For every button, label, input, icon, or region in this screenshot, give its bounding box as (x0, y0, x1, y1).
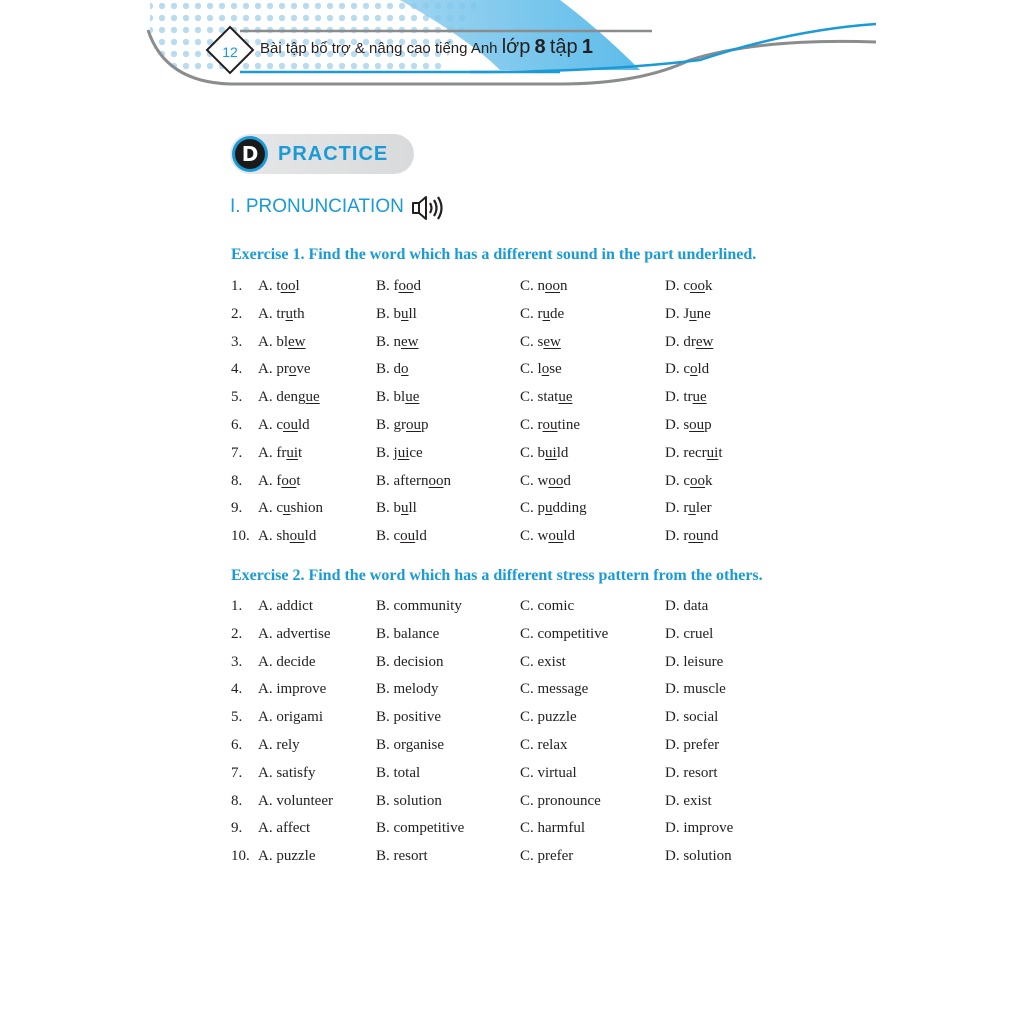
option-c: C. puzzle (520, 709, 577, 726)
option-c: C. statue (520, 389, 573, 406)
underlined-part: ui (545, 444, 557, 461)
option-c: C. lose (520, 361, 562, 378)
underlined-part: ue (558, 389, 573, 406)
option-d: D. soup (665, 417, 712, 433)
option-b: B. resort (376, 848, 428, 865)
option-b: B. balance (376, 625, 440, 642)
option-a: A. advertise (258, 625, 331, 642)
option-d: D. resort (665, 764, 718, 781)
underlined-part: u (401, 500, 409, 517)
underlined-part: o (401, 361, 409, 378)
option-b: B. bull (376, 305, 417, 322)
item-number: 4. (231, 361, 243, 378)
option-d: D. ruler (665, 500, 712, 517)
underlined-part: u (689, 305, 697, 322)
option-d: D. cruel (665, 625, 714, 642)
option-d: D. recruit (665, 444, 723, 461)
underlined-part: oo (548, 472, 564, 489)
option-c: C. pudding (520, 500, 587, 517)
option-b: B. new (376, 333, 419, 350)
speaker-icon (410, 193, 444, 223)
underlined-part: ew (288, 333, 306, 350)
underlined-part: oo (690, 278, 705, 294)
practice-label: PRACTICE (278, 143, 389, 165)
exercise1-title: Exercise 1. Find the word which has a different sound in the part underlined. (231, 246, 757, 263)
underlined-part: o (541, 361, 550, 378)
underlined-part: ui (286, 444, 298, 461)
underlined-part: oo (428, 472, 444, 489)
option-d: D. cook (665, 278, 713, 294)
option-c: C. message (520, 681, 589, 698)
book-title-prefix: Bài tập bổ trợ & nâng cao tiếng Anh (260, 40, 498, 57)
item-number: 9. (231, 820, 243, 837)
item-number: 2. (231, 625, 243, 642)
option-a: A. puzzle (258, 848, 316, 865)
option-b: B. community (376, 598, 462, 614)
option-d: D. June (665, 305, 711, 322)
underlined-part: ou (400, 528, 416, 545)
option-d: D. exist (665, 792, 712, 809)
option-d: D. leisure (665, 653, 724, 670)
option-c: C. virtual (520, 764, 577, 781)
underlined-part: ue (305, 389, 320, 406)
option-d: D. data (665, 598, 709, 614)
item-number: 10. (231, 528, 250, 545)
underlined-part: oo (280, 278, 296, 294)
option-c: C. wood (520, 472, 571, 489)
underlined-part: u (688, 500, 696, 517)
option-d: D. cold (665, 361, 710, 378)
item-number: 8. (231, 472, 243, 489)
underlined-part: u (542, 305, 550, 322)
practice-letter: D (235, 139, 265, 169)
exercise2-title: Exercise 2. Find the word which has a different stress pattern from the others. (231, 567, 763, 584)
page-header (0, 0, 1024, 100)
book-title-grade: 8 (534, 36, 546, 58)
underlined-part: ou (689, 417, 705, 433)
option-b: B. could (376, 528, 427, 545)
item-number: 4. (231, 681, 243, 698)
option-a: A. truth (258, 305, 305, 322)
underlined-part: ou (289, 528, 305, 545)
option-a: A. tool (258, 278, 300, 294)
underlined-part: u (545, 500, 553, 517)
option-b: B. total (376, 764, 421, 781)
underlined-part: ou (688, 528, 704, 545)
underlined-part: o (690, 361, 698, 378)
option-b: B. do (376, 361, 409, 378)
option-c: C. comic (520, 598, 575, 614)
underlined-part: oo (398, 278, 414, 294)
option-a: A. should (258, 528, 317, 545)
option-d: D. solution (665, 848, 732, 865)
item-number: 9. (231, 500, 243, 517)
option-a: A. improve (258, 681, 327, 698)
underlined-part: ui (706, 444, 719, 461)
page-number: 12 (222, 44, 238, 60)
option-b: B. positive (376, 709, 442, 726)
option-a: A. volunteer (258, 792, 333, 809)
option-a: A. fruit (258, 444, 303, 461)
option-a: A. could (258, 417, 310, 433)
option-d: D. prefer (665, 737, 720, 753)
underlined-part: ou (548, 528, 564, 545)
item-number: 7. (231, 764, 243, 781)
option-c: C. relax (520, 737, 568, 753)
option-c: C. competitive (520, 625, 609, 642)
book-title (260, 36, 593, 59)
item-number: 1. (231, 598, 243, 614)
option-b: B. decision (376, 653, 444, 670)
option-c: C. pronounce (520, 792, 601, 809)
item-number: 1. (231, 278, 243, 294)
underlined-part: oo (545, 278, 561, 294)
option-b: B. group (376, 417, 429, 433)
practice-letter-badge (232, 136, 268, 172)
option-b: B. solution (376, 792, 442, 809)
option-a: A. dengue (258, 389, 320, 406)
option-a: A. affect (258, 820, 311, 837)
option-c: C. would (520, 528, 576, 545)
option-d: D. social (665, 709, 719, 726)
option-d: D. round (665, 528, 719, 545)
option-b: B. competitive (376, 820, 465, 837)
item-number: 8. (231, 792, 243, 809)
option-c: C. rude (520, 305, 565, 322)
option-a: A. blew (258, 333, 306, 350)
underlined-part: oo (281, 472, 297, 489)
option-c: C. harmful (520, 820, 585, 837)
underlined-part: ew (401, 333, 419, 350)
option-b: B. melody (376, 681, 439, 698)
item-number: 10. (231, 848, 250, 865)
option-c: C. prefer (520, 848, 574, 865)
option-b: B. bull (376, 500, 417, 517)
option-c: C. noon (520, 278, 568, 294)
underlined-part: ew (695, 333, 714, 350)
option-b: B. blue (376, 389, 420, 406)
option-a: A. addict (258, 598, 313, 614)
option-d: D. true (665, 389, 707, 406)
item-number: 6. (231, 737, 243, 753)
book-title-volume: 1 (581, 36, 593, 58)
option-a: A. cushion (258, 500, 324, 517)
option-b: B. organise (376, 737, 445, 753)
underlined-part: ue (405, 389, 420, 406)
option-a: A. satisfy (258, 764, 316, 781)
option-b: B. afternoon (376, 472, 451, 489)
option-d: D. cook (665, 472, 713, 489)
underlined-part: u (283, 500, 291, 517)
option-a: A. decide (258, 653, 316, 670)
option-a: A. origami (258, 709, 323, 726)
option-d: D. muscle (665, 681, 726, 698)
item-number: 3. (231, 653, 243, 670)
underlined-part: ue (692, 389, 707, 406)
option-c: C. exist (520, 653, 566, 670)
item-number: 5. (231, 389, 243, 406)
item-number: 6. (231, 417, 243, 433)
item-number: 5. (231, 709, 243, 726)
option-b: B. food (376, 278, 421, 294)
underlined-part: u (401, 305, 409, 322)
item-number: 2. (231, 305, 243, 322)
book-title-volume-word: tập (549, 36, 578, 58)
option-c: C. build (520, 444, 569, 461)
option-a: A. prove (258, 361, 311, 378)
underlined-part: u (285, 305, 293, 322)
option-d: D. improve (665, 820, 734, 837)
option-a: A. rely (258, 737, 300, 753)
book-title-grade-word: lớp (501, 36, 531, 58)
option-a: A. foot (258, 472, 301, 489)
item-number: 7. (231, 444, 243, 461)
option-b: B. juice (376, 444, 423, 461)
underlined-part: ou (283, 417, 298, 433)
underlined-part: o (288, 361, 297, 378)
section-title: I. PRONUNCIATION (230, 196, 404, 217)
option-c: C. sew (520, 333, 561, 350)
underlined-part: ui (397, 444, 410, 461)
underlined-part: ou (542, 417, 558, 433)
underlined-part: ou (406, 417, 421, 433)
option-d: D. drew (665, 333, 714, 350)
underlined-part: oo (690, 472, 705, 489)
item-number: 3. (231, 333, 243, 350)
option-c: C. routine (520, 417, 580, 433)
underlined-part: ew (543, 333, 561, 350)
